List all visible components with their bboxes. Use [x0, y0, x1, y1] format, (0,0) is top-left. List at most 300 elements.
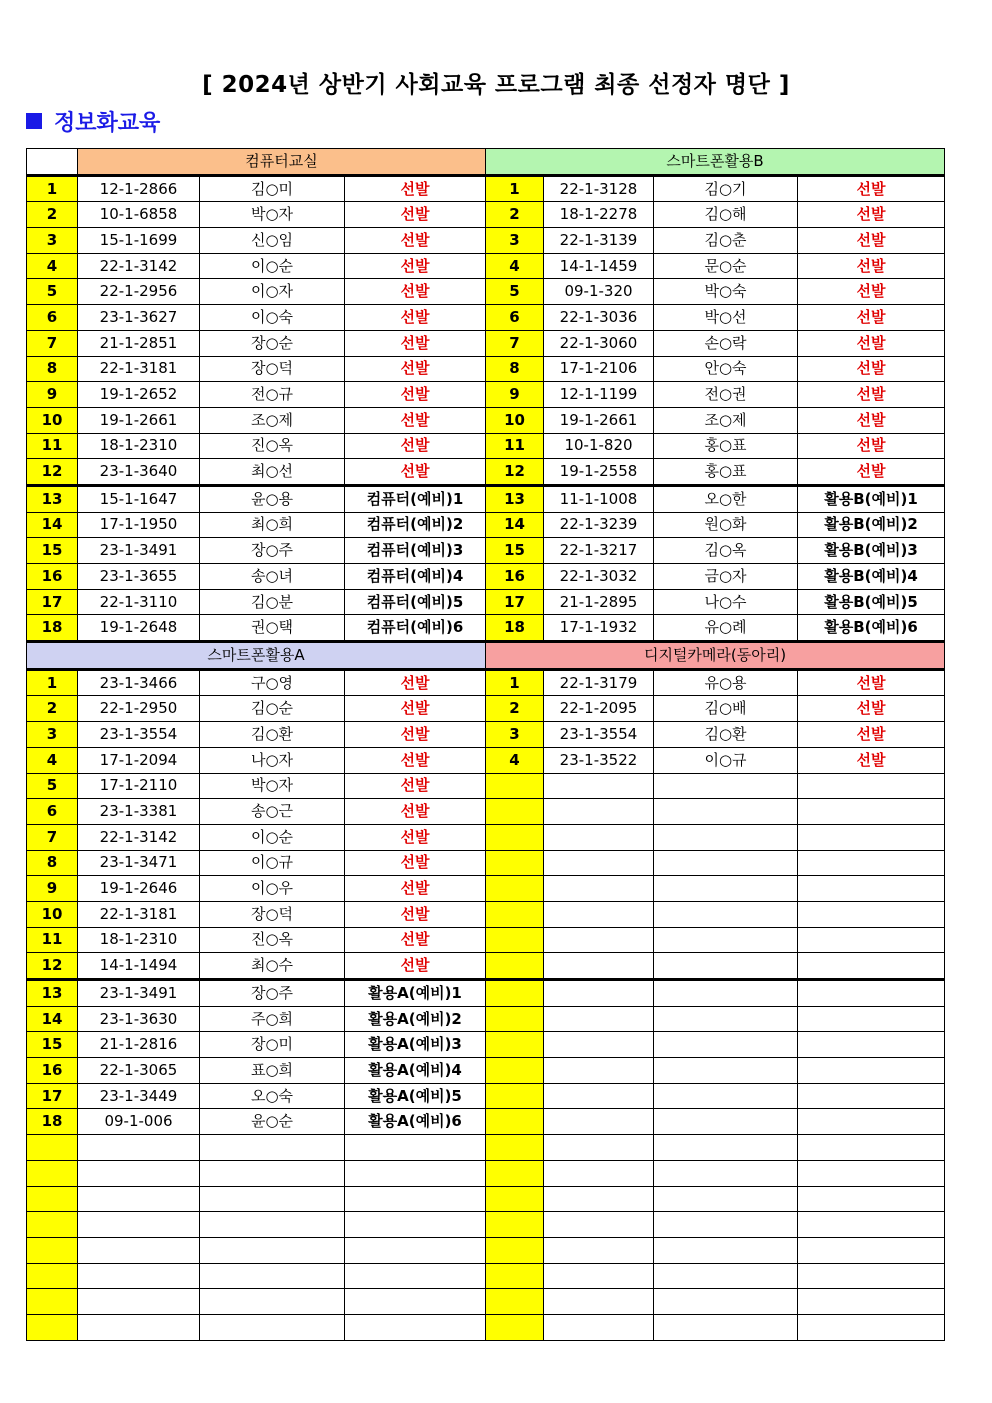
member-code	[544, 1237, 654, 1263]
row-number	[486, 876, 544, 902]
selection-status: 선발	[345, 901, 486, 927]
member-name: 나○자	[200, 747, 345, 773]
row-number: 5	[27, 279, 78, 305]
row-number	[27, 1135, 78, 1161]
member-code: 23-1-3640	[78, 459, 200, 486]
table-row	[27, 773, 945, 799]
member-name	[654, 901, 798, 927]
table-row	[27, 253, 945, 279]
row-number: 13	[27, 485, 78, 512]
table-row	[27, 175, 945, 202]
row-number: 4	[27, 747, 78, 773]
member-name	[654, 1237, 798, 1263]
member-code	[78, 1186, 200, 1212]
member-name: 장○주	[200, 980, 345, 1007]
member-code	[544, 799, 654, 825]
member-name: 홍○표	[654, 459, 798, 486]
member-name: 이○규	[200, 850, 345, 876]
selection-status	[798, 799, 945, 825]
table-row	[27, 669, 945, 696]
selection-status	[798, 1263, 945, 1289]
selection-status: 컴퓨터(예비)3	[345, 538, 486, 564]
member-code: 22-1-3060	[544, 330, 654, 356]
table-row	[27, 722, 945, 748]
member-name: 송○녀	[200, 564, 345, 590]
member-code	[544, 1058, 654, 1084]
table-row	[27, 824, 945, 850]
row-number: 16	[27, 1058, 78, 1084]
row-number	[27, 1314, 78, 1340]
row-number	[486, 927, 544, 953]
selection-status: 선발	[798, 356, 945, 382]
selection-status: 선발	[798, 279, 945, 305]
table-row	[27, 1160, 945, 1186]
member-code: 21-1-2895	[544, 589, 654, 615]
table-row	[27, 1083, 945, 1109]
selection-status	[798, 980, 945, 1007]
member-code: 18-1-2310	[78, 433, 200, 459]
member-code: 22-1-3142	[78, 253, 200, 279]
selection-status	[798, 1289, 945, 1315]
member-name	[654, 773, 798, 799]
member-code: 19-1-2661	[544, 407, 654, 433]
member-code	[544, 850, 654, 876]
row-number: 3	[486, 722, 544, 748]
member-code	[544, 1314, 654, 1340]
row-number: 6	[27, 799, 78, 825]
selection-status	[798, 1083, 945, 1109]
member-code: 09-1-006	[78, 1109, 200, 1135]
block-header-row	[27, 642, 945, 670]
row-number: 10	[27, 407, 78, 433]
row-number: 17	[27, 589, 78, 615]
selection-status: 활용A(예비)2	[345, 1006, 486, 1032]
selection-status	[345, 1135, 486, 1161]
selection-status: 선발	[798, 669, 945, 696]
member-code: 15-1-1699	[78, 228, 200, 254]
member-name: 구○영	[200, 669, 345, 696]
member-name: 안○숙	[654, 356, 798, 382]
member-code: 21-1-2851	[78, 330, 200, 356]
member-name: 장○덕	[200, 356, 345, 382]
row-number: 12	[27, 953, 78, 980]
selection-status: 활용A(예비)3	[345, 1032, 486, 1058]
selection-status: 선발	[345, 459, 486, 486]
row-number: 9	[27, 876, 78, 902]
selection-status	[798, 1160, 945, 1186]
table-row	[27, 589, 945, 615]
row-number	[486, 1237, 544, 1263]
selection-status: 선발	[345, 747, 486, 773]
row-number: 11	[27, 927, 78, 953]
selection-status	[345, 1314, 486, 1340]
member-name	[654, 1289, 798, 1315]
selection-status: 선발	[345, 850, 486, 876]
program-header-computer: 컴퓨터교실	[78, 149, 486, 176]
member-name	[654, 927, 798, 953]
row-number: 16	[27, 564, 78, 590]
member-code	[544, 953, 654, 980]
row-number: 2	[27, 202, 78, 228]
member-code: 23-1-3466	[78, 669, 200, 696]
row-number: 2	[27, 696, 78, 722]
member-code	[544, 773, 654, 799]
member-code: 19-1-2661	[78, 407, 200, 433]
member-name: 진○옥	[200, 433, 345, 459]
selection-status	[345, 1212, 486, 1238]
row-number: 13	[27, 980, 78, 1007]
row-number	[27, 1289, 78, 1315]
selection-status: 선발	[345, 696, 486, 722]
row-number: 8	[486, 356, 544, 382]
selection-status	[798, 876, 945, 902]
member-code: 23-1-3554	[544, 722, 654, 748]
table-row	[27, 1032, 945, 1058]
row-number: 16	[486, 564, 544, 590]
row-number: 15	[486, 538, 544, 564]
row-number	[486, 1109, 544, 1135]
selection-status	[798, 1032, 945, 1058]
member-name: 주○희	[200, 1006, 345, 1032]
member-code	[544, 1032, 654, 1058]
selection-status: 선발	[345, 202, 486, 228]
table-row	[27, 279, 945, 305]
selection-status	[798, 1109, 945, 1135]
member-name	[200, 1263, 345, 1289]
member-name: 유○례	[654, 615, 798, 642]
member-code: 22-1-2095	[544, 696, 654, 722]
member-name: 조○제	[654, 407, 798, 433]
row-number: 10	[27, 901, 78, 927]
member-code: 22-1-3179	[544, 669, 654, 696]
square-bullet-icon	[26, 113, 42, 129]
member-name: 김○순	[200, 696, 345, 722]
member-name: 최○선	[200, 459, 345, 486]
member-name: 신○임	[200, 228, 345, 254]
selection-status: 선발	[345, 305, 486, 331]
row-number: 5	[27, 773, 78, 799]
member-code	[78, 1314, 200, 1340]
table-row	[27, 330, 945, 356]
row-number: 4	[486, 253, 544, 279]
member-name: 이○숙	[200, 305, 345, 331]
selection-status: 선발	[798, 747, 945, 773]
table-row	[27, 953, 945, 980]
selection-status: 선발	[798, 253, 945, 279]
table-row	[27, 1058, 945, 1084]
member-code	[544, 980, 654, 1007]
member-name: 전○권	[654, 382, 798, 408]
member-name	[654, 1006, 798, 1032]
member-code: 10-1-6858	[78, 202, 200, 228]
member-code: 23-1-3655	[78, 564, 200, 590]
member-name	[654, 980, 798, 1007]
row-number: 2	[486, 202, 544, 228]
selection-status: 선발	[345, 773, 486, 799]
member-name: 김○기	[654, 175, 798, 202]
row-number	[27, 1160, 78, 1186]
member-code	[544, 876, 654, 902]
member-code	[78, 1135, 200, 1161]
member-code: 22-1-3032	[544, 564, 654, 590]
selection-status: 선발	[798, 175, 945, 202]
member-name: 김○배	[654, 696, 798, 722]
member-name	[654, 1160, 798, 1186]
selection-status: 선발	[345, 433, 486, 459]
row-number	[486, 1135, 544, 1161]
row-number: 8	[27, 850, 78, 876]
member-name: 송○근	[200, 799, 345, 825]
member-code: 19-1-2558	[544, 459, 654, 486]
selection-status	[798, 1135, 945, 1161]
row-number: 1	[27, 175, 78, 202]
row-number: 13	[486, 485, 544, 512]
selection-status: 컴퓨터(예비)1	[345, 485, 486, 512]
member-code: 22-1-3239	[544, 512, 654, 538]
member-name: 이○우	[200, 876, 345, 902]
row-number: 14	[486, 512, 544, 538]
member-name: 박○자	[200, 202, 345, 228]
member-code: 23-1-3491	[78, 980, 200, 1007]
table-row	[27, 696, 945, 722]
selection-status	[798, 773, 945, 799]
row-number	[486, 773, 544, 799]
row-number: 5	[486, 279, 544, 305]
selection-status: 선발	[798, 305, 945, 331]
selection-status: 선발	[345, 824, 486, 850]
row-number: 6	[486, 305, 544, 331]
table-row	[27, 1263, 945, 1289]
member-code: 17-1-2106	[544, 356, 654, 382]
selection-status: 선발	[798, 330, 945, 356]
member-name: 오○한	[654, 485, 798, 512]
table-row	[27, 1289, 945, 1315]
row-number: 2	[486, 696, 544, 722]
selection-status: 선발	[345, 356, 486, 382]
member-code: 23-1-3491	[78, 538, 200, 564]
corner-cell	[27, 149, 78, 176]
table-row	[27, 1006, 945, 1032]
selection-status: 컴퓨터(예비)6	[345, 615, 486, 642]
row-number: 12	[486, 459, 544, 486]
table-row	[27, 615, 945, 642]
row-number: 1	[486, 669, 544, 696]
row-number	[486, 799, 544, 825]
member-code	[78, 1212, 200, 1238]
row-number	[486, 1032, 544, 1058]
table-row	[27, 1186, 945, 1212]
row-number: 7	[27, 330, 78, 356]
member-code: 17-1-2110	[78, 773, 200, 799]
row-number: 1	[27, 669, 78, 696]
member-code: 22-1-3181	[78, 356, 200, 382]
table-row	[27, 1237, 945, 1263]
member-code: 19-1-2646	[78, 876, 200, 902]
selection-status: 선발	[345, 876, 486, 902]
table-row	[27, 382, 945, 408]
member-name: 박○숙	[654, 279, 798, 305]
member-name: 표○희	[200, 1058, 345, 1084]
member-name	[654, 850, 798, 876]
row-number	[27, 1212, 78, 1238]
selection-status: 선발	[345, 722, 486, 748]
row-number	[27, 1263, 78, 1289]
table-row	[27, 901, 945, 927]
member-code	[544, 927, 654, 953]
selection-status	[798, 1006, 945, 1032]
selection-status	[798, 901, 945, 927]
table-row	[27, 228, 945, 254]
member-name	[200, 1135, 345, 1161]
table-row	[27, 1314, 945, 1340]
selection-status: 선발	[798, 433, 945, 459]
selection-status: 선발	[798, 722, 945, 748]
row-number: 9	[486, 382, 544, 408]
program-header-smartphone-b: 스마트폰활용B	[486, 149, 945, 176]
member-name	[200, 1237, 345, 1263]
selection-status	[345, 1289, 486, 1315]
member-name: 김○환	[654, 722, 798, 748]
section-heading	[26, 104, 160, 138]
row-number	[486, 1058, 544, 1084]
member-name	[654, 1314, 798, 1340]
row-number: 18	[486, 615, 544, 642]
row-number	[486, 824, 544, 850]
selection-status: 선발	[345, 330, 486, 356]
row-number	[486, 901, 544, 927]
program-header-smartphone-a: 스마트폰활용A	[27, 642, 486, 670]
table-row	[27, 876, 945, 902]
member-name: 장○순	[200, 330, 345, 356]
row-number	[486, 1160, 544, 1186]
member-name	[200, 1186, 345, 1212]
member-code: 22-1-3217	[544, 538, 654, 564]
member-name: 나○수	[654, 589, 798, 615]
member-code: 22-1-3181	[78, 901, 200, 927]
section-title: 정보화교육	[54, 110, 161, 136]
member-name: 최○희	[200, 512, 345, 538]
row-number: 14	[27, 512, 78, 538]
member-code	[544, 1263, 654, 1289]
member-name: 이○규	[654, 747, 798, 773]
member-code	[544, 1083, 654, 1109]
table-row	[27, 1135, 945, 1161]
member-code	[544, 1160, 654, 1186]
member-code	[78, 1289, 200, 1315]
table-row	[27, 202, 945, 228]
table-row	[27, 305, 945, 331]
row-number	[486, 980, 544, 1007]
member-name	[654, 1212, 798, 1238]
selection-status	[345, 1186, 486, 1212]
member-code: 22-1-3110	[78, 589, 200, 615]
table-row	[27, 356, 945, 382]
selection-status	[345, 1237, 486, 1263]
row-number: 3	[27, 228, 78, 254]
member-name	[654, 824, 798, 850]
row-number: 11	[486, 433, 544, 459]
row-number: 9	[27, 382, 78, 408]
member-code: 15-1-1647	[78, 485, 200, 512]
selection-status	[345, 1160, 486, 1186]
member-name: 홍○표	[654, 433, 798, 459]
member-name: 장○주	[200, 538, 345, 564]
member-name	[654, 1186, 798, 1212]
selection-status: 선발	[345, 669, 486, 696]
member-code: 10-1-820	[544, 433, 654, 459]
selection-status: 활용A(예비)1	[345, 980, 486, 1007]
member-name	[654, 1263, 798, 1289]
member-name: 손○락	[654, 330, 798, 356]
member-code: 22-1-2956	[78, 279, 200, 305]
member-code	[544, 1006, 654, 1032]
selection-status	[798, 850, 945, 876]
member-name	[654, 1032, 798, 1058]
table-row	[27, 1109, 945, 1135]
member-name	[654, 876, 798, 902]
row-number	[486, 953, 544, 980]
selection-status	[345, 1263, 486, 1289]
member-code: 22-1-3139	[544, 228, 654, 254]
table-row	[27, 538, 945, 564]
selection-status: 선발	[798, 407, 945, 433]
selection-status: 선발	[798, 202, 945, 228]
member-code: 22-1-3128	[544, 175, 654, 202]
selection-status: 활용A(예비)6	[345, 1109, 486, 1135]
member-code: 19-1-2648	[78, 615, 200, 642]
table-row	[27, 747, 945, 773]
member-code	[544, 1135, 654, 1161]
row-number: 8	[27, 356, 78, 382]
selection-status: 선발	[345, 279, 486, 305]
member-name: 최○수	[200, 953, 345, 980]
selection-status	[798, 1212, 945, 1238]
member-name: 오○숙	[200, 1083, 345, 1109]
selection-status: 활용B(예비)2	[798, 512, 945, 538]
member-name: 금○자	[654, 564, 798, 590]
member-code: 23-1-3522	[544, 747, 654, 773]
member-name	[200, 1160, 345, 1186]
member-code: 21-1-2816	[78, 1032, 200, 1058]
table-row	[27, 433, 945, 459]
selection-status: 선발	[345, 799, 486, 825]
member-code: 12-1-1199	[544, 382, 654, 408]
program-header-camera: 디지털카메라(동아리)	[486, 642, 945, 670]
member-name: 김○옥	[654, 538, 798, 564]
member-code: 23-1-3471	[78, 850, 200, 876]
selection-status: 선발	[345, 382, 486, 408]
member-name: 장○미	[200, 1032, 345, 1058]
member-code	[78, 1263, 200, 1289]
member-code: 14-1-1494	[78, 953, 200, 980]
row-number	[486, 1314, 544, 1340]
row-number: 11	[27, 433, 78, 459]
table-row	[27, 799, 945, 825]
member-code	[544, 1109, 654, 1135]
selection-status: 컴퓨터(예비)2	[345, 512, 486, 538]
member-code: 17-1-1950	[78, 512, 200, 538]
table-row	[27, 459, 945, 486]
member-code	[544, 824, 654, 850]
member-name: 김○분	[200, 589, 345, 615]
member-name: 이○자	[200, 279, 345, 305]
selection-status: 컴퓨터(예비)4	[345, 564, 486, 590]
member-code	[78, 1160, 200, 1186]
member-name	[654, 799, 798, 825]
row-number: 14	[27, 1006, 78, 1032]
member-name	[654, 1109, 798, 1135]
row-number: 7	[27, 824, 78, 850]
